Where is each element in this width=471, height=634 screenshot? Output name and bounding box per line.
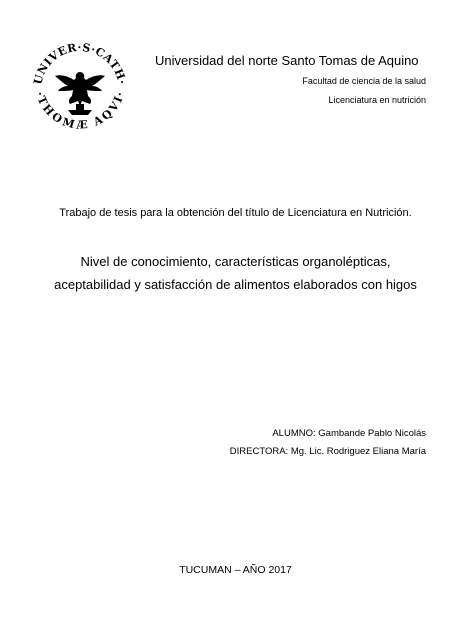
director-credit: DIRECTORA: Mg. Lic. Rodriguez Eliana María <box>229 446 426 457</box>
thesis-title <box>0 250 471 296</box>
thesis-purpose: Trabajo de tesis para la obtención del título de Licenciatura en Nutrición. <box>59 207 412 219</box>
career-name: Licenciatura en nutrición <box>328 95 426 105</box>
thesis-title-line-1: Nivel de conocimiento, características organolépticas, <box>80 254 391 269</box>
place-year: TUCUMAN – AÑO 2017 <box>179 564 292 576</box>
university-seal-icon <box>28 38 132 132</box>
seal-text-top: UNIVER·S·CATH· <box>31 40 129 86</box>
faculty-name: Facultad de ciencia de la salud <box>302 76 426 86</box>
university-name: Universidad del norte Santo Tomas de Aquino <box>155 53 419 68</box>
seal-text-bottom: ·THOMÆ AQVI· <box>33 90 127 132</box>
eagle-emblem-icon <box>55 72 105 115</box>
student-credit: ALUMNO: Gambande Pablo Nicolás <box>272 428 426 439</box>
thesis-title-line-2: aceptabilidad y satisfacción de alimentos elaborados con higos <box>54 277 417 292</box>
